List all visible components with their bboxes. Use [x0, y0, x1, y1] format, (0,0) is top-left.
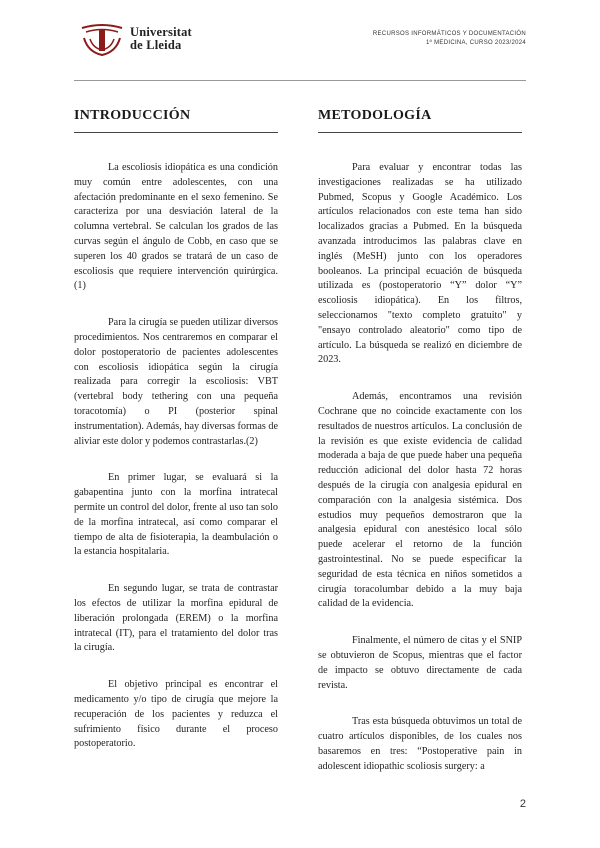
university-name: Universitat de Lleida	[130, 25, 192, 52]
course-title: RECURSOS INFORMÁTICOS Y DOCUMENTACIÓN	[372, 31, 526, 37]
methodology-heading-rule	[318, 132, 522, 133]
introduction-heading-rule	[74, 132, 278, 133]
methodology-paragraph: Tras esta búsqueda obtuvimos un total de cuatro artículos disponibles, de los cuales nos basaremos en tres: “Postoperative pain in adolescent idiopathic scoliosis surgery: a	[318, 716, 522, 772]
introduction-paragraph: En segundo lugar, se trata de contrastar los efectos de utilizar la morfina epidural de liberación prolongada (EREM) o la morfina intratecal (IT), para el tratamiento del dolor tras la cirugía.	[74, 583, 278, 654]
methodology-column	[318, 108, 522, 796]
page-number: 2	[519, 798, 526, 810]
methodology-paragraph: Para evaluar y encontrar todas las investigaciones realizadas se ha utilizado Pubmed, Scopus y Google Académico. Los artículos relacionados con este tema han sido localizados gracias a Pubmed. En la búsqueda avanzada introducimos las palabras clave en inglés (MeSH) junto con los operadores booleanos. La principal ecuación de búsqueda utilizada es (postoperatorio “Y” dolor “Y” escoliosis idiopática). En los filtros, seleccionamos "texto completo gratuito" y "ensayo controlado aleatorio" como tipo de artículo. La búsqueda se realizó en diciembre de 2023.	[318, 162, 522, 366]
university-emblem-icon	[78, 20, 126, 58]
introduction-heading: INTRODUCCIÓN	[74, 108, 191, 123]
course-header	[373, 30, 526, 48]
methodology-heading: METODOLOGÍA	[318, 108, 432, 123]
introduction-paragraph: El objetivo principal es encontrar el medicamento y/o tipo de cirugía que mejore la recuperación de los pacientes y reduzca el sufrimiento físico durante el proceso postoperatorio.	[74, 679, 278, 750]
introduction-paragraph: En primer lugar, se evaluará si la gabapentina junto con la morfina intratecal permite un control del dolor, frente al uso tan solo de la morfina intratecal, así como comparar el tiempo de alta de fisioterapia, la deambulación o la estancia hospitalaria.	[74, 472, 278, 558]
university-logo	[78, 20, 198, 58]
introduction-paragraph: La escoliosis idiopática es una condición muy común entre adolescentes, con una afectación predominante en el sexo femenino. Se caracteriza por una desviación lateral de la columna vertebral. Se calculan los grados de las curvas según el ángulo de Cobb, en caso que se superen los 40 grados se tratará de un caso de escoliosis que requiere intervención quirúrgica. (1)	[74, 162, 278, 292]
course-subtitle: 1º MEDICINA, CURSO 2023/2024	[426, 40, 526, 46]
methodology-paragraph: Además, encontramos una revisión Cochrane que no coincide exactamente con los resultados de nuestros artículos. La conclusión de la revisión es que existe evidencia de calidad moderada a baja de que puede haber una pequeña reducción adicional del dolor hasta 72 horas después de la cirugía con analgesia epidural en comparación con la analgesia sistémica. Dos estudios muy pequeños demostraron que la analgesia epidural con anestésico local sólo puede acelerar el retorno de la función gastrointestinal. No se puede especificar la seguridad de esta técnica en niños sometidos a cirugía toracolumbar debido a la muy baja calidad de la evidencia.	[318, 391, 522, 610]
header-divider	[74, 80, 526, 81]
introduction-paragraph: Para la cirugía se pueden utilizar diversos procedimientos. Nos centraremos en comparar el dolor postoperatorio de pacientes adolescentes con escoliosis idiopática según la cirugía realizada para corregir la escoliosis: VBT (vertebral body tethering con una pequeña toracotomía) o PI (posterior spinal instrumentation). Además, hay diversas formas de aliviar este dolor y podemos contrastarlas.(2)	[74, 317, 278, 447]
introduction-column	[74, 108, 278, 774]
methodology-paragraph: Finalmente, el número de citas y el SNIP se obtuvieron de Scopus, mientras que el factor de impacto se obtuvo directamente de cada revista.	[318, 635, 522, 691]
